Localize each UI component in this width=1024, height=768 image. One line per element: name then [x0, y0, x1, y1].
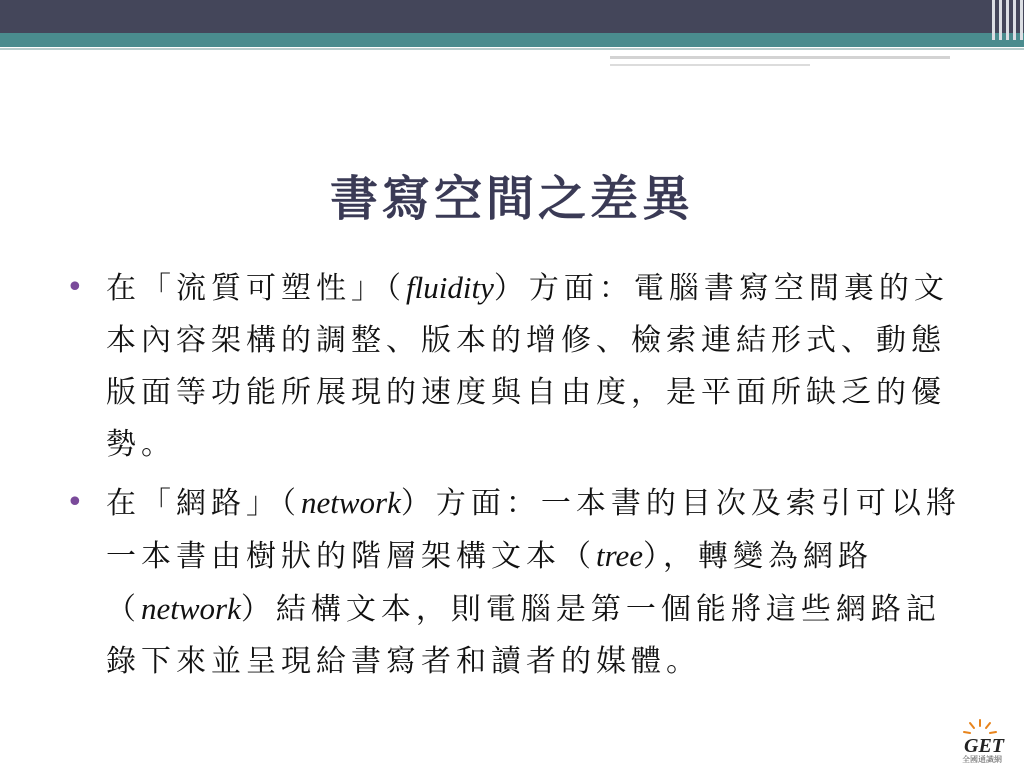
- bullet-list: [64, 262, 964, 694]
- bullet-text-mid: ），轉變為網路（: [106, 539, 874, 627]
- bullet-text-pre: 在「流質可塑性」（: [106, 271, 406, 306]
- term-fluidity: fluidity: [406, 270, 494, 305]
- bullet-icon: •: [66, 485, 89, 520]
- bullet-text-post: ）方面：電腦書寫空間裏的文本內容架構的調整、版本的增修、檢索連結形式、動態版面等功能所展現的速度與自由度，是平面所缺乏的優勢。: [106, 271, 949, 462]
- header-accent-band: [0, 33, 1024, 47]
- corner-stripes: [990, 0, 1024, 40]
- term-tree: tree: [596, 538, 644, 573]
- slide-title: 書寫空間之差異: [329, 171, 694, 227]
- header-band: [0, 0, 1024, 33]
- bullet-icon: •: [66, 270, 89, 305]
- logo-subtext: 全國通識網: [962, 755, 1002, 764]
- bullet-item: [64, 262, 964, 471]
- logo-text: GET: [964, 735, 1004, 757]
- decorative-line: [610, 56, 950, 59]
- header-divider: [0, 48, 1024, 50]
- bullet-text-pre: 在「網路」（: [106, 486, 301, 521]
- decorative-line-short: [610, 64, 810, 66]
- term-network: network: [301, 485, 401, 520]
- bullet-text-post: ）結構文本，則電腦是第一個能將這些網路記錄下來並呈現給書寫者和讀者的媒體。: [106, 592, 941, 679]
- bullet-item: [64, 477, 964, 688]
- bullet-text-mid: ）方面：一本書的目次及索引可以將一本書由樹狀的階層架構文本（: [106, 486, 961, 574]
- term-network: network: [141, 591, 241, 626]
